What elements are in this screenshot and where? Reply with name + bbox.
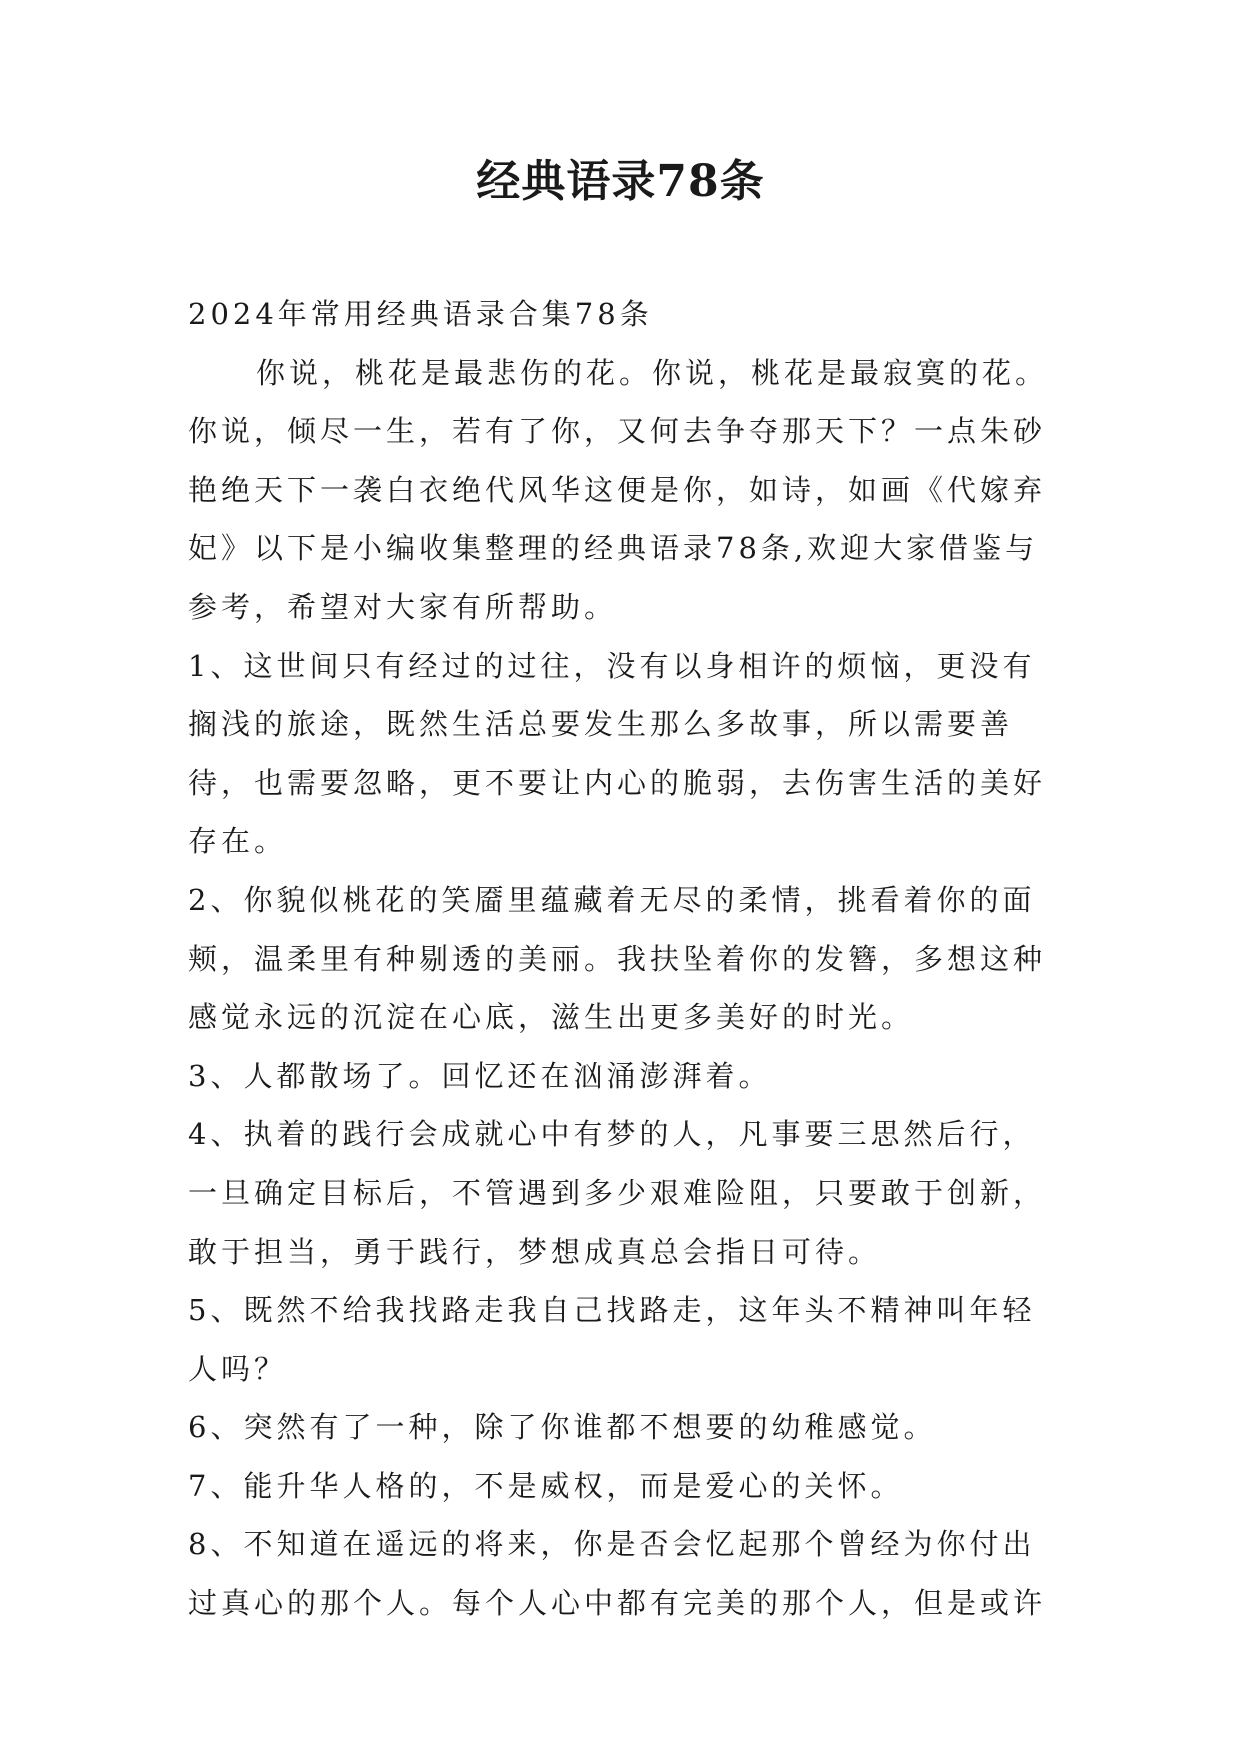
document-body [188, 285, 1068, 1633]
quote-item: 4、执着的践行会成就心中有梦的人，凡事要三思然后行，一旦确定目标后，不管遇到多少艰难险阻，只要敢于创新，敢于担当，勇于践行，梦想成真总会指日可待。 [188, 1117, 1047, 1269]
quote-item: 8、不知道在遥远的将来，你是否会忆起那个曾经为你付出过真心的那个人。每个人心中都有完美的那个人，但是或许 [188, 1527, 1047, 1621]
quote-item: 2、你貌似桃花的笑靥里蕴藏着无尽的柔情，挑看着你的面颊，温柔里有种剔透的美丽。我扶坠着你的发簪，多想这种感觉永远的沉淀在心底，滋生出更多美好的时光。 [188, 882, 1047, 1035]
quote-item: 1、这世间只有经过的过往，没有以身相许的烦恼，更没有搁浅的旅途，既然生活总要发生那么多故事，所以需要善待，也需要忽略，更不要让内心的脆弱，去伤害生活的美好存在。 [188, 648, 1047, 859]
quote-item: 7、能升华人格的，不是威权，而是爱心的关怀。 [188, 1468, 904, 1503]
quote-item: 5、既然不给我找路走我自己找路走，这年头不精神叫年轻人吗？ [188, 1293, 1036, 1386]
quote-item: 6、突然有了一种，除了你谁都不想要的幼稚感觉。 [188, 1410, 937, 1445]
quote-item: 3、人都散场了。回忆还在汹涌澎湃着。 [188, 1058, 772, 1093]
document-subtitle: 2024年常用经典语录合集78条 [188, 297, 653, 331]
document-title: 经典语录78条 [476, 156, 765, 207]
intro-paragraph: 你说，桃花是最悲伤的花。你说，桃花是最寂寞的花。你说，倾尽一生，若有了你，又何去争夺那天下？一点朱砂艳绝天下一袭白衣绝代风华这便是你，如诗，如画《代嫁弃妃》以下是小编收集整理的经典语录78条,欢迎大家借鉴与参考，希望对大家有所帮助。 [188, 355, 1049, 624]
